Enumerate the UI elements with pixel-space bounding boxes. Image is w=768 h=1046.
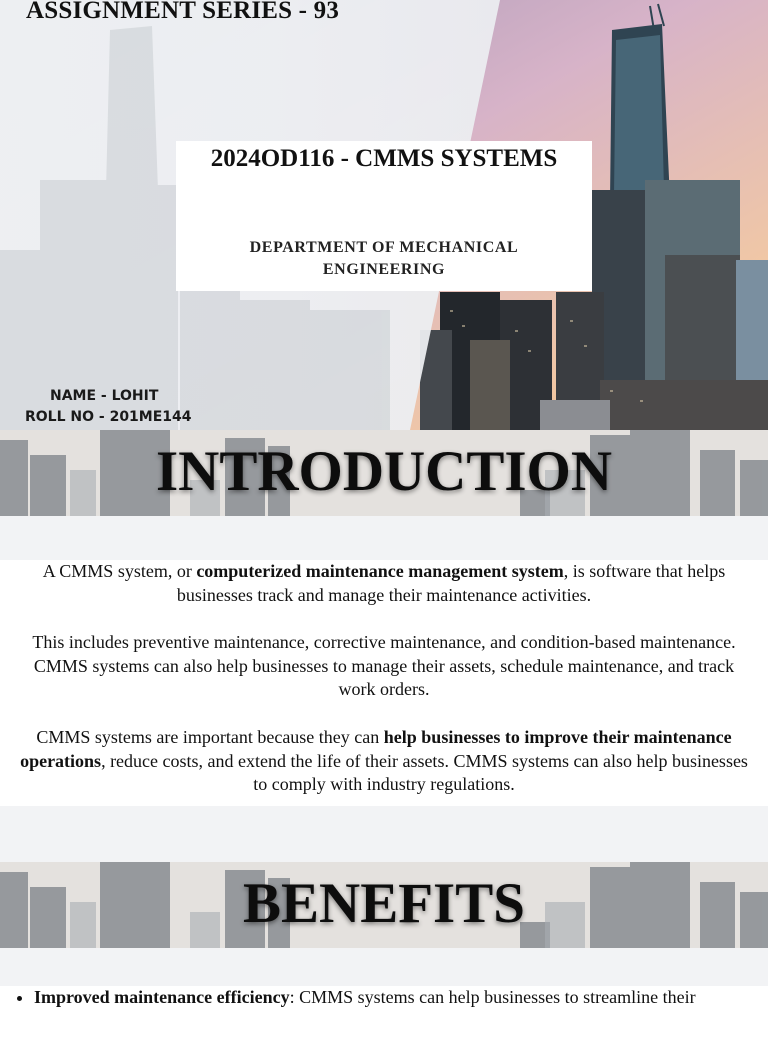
benefits-banner bbox=[0, 862, 768, 948]
intro-p1-text-a: A CMMS system, or bbox=[42, 561, 197, 581]
student-name: NAME - LOHIT bbox=[50, 388, 159, 404]
title-card bbox=[176, 141, 592, 291]
course-title: 2024OD116 - CMMS SYSTEMS bbox=[210, 145, 558, 172]
cover-slide bbox=[0, 0, 768, 430]
intro-p3-text-a: CMMS systems are important because they can bbox=[36, 726, 384, 747]
introduction-paragraph-1 bbox=[0, 560, 768, 607]
introduction-banner bbox=[0, 430, 768, 516]
intro-p3-bold: help businesses to improve their maintenance operations bbox=[20, 726, 732, 771]
introduction-paragraph-2: This includes preventive maintenance, corrective maintenance, and condition-based maintenance. CMMS systems can also help businesses to manage their assets, schedule maintenance, and track work orders. bbox=[32, 632, 736, 700]
roll-number: ROLL NO - 201ME144 bbox=[25, 409, 192, 425]
benefit-text: : CMMS systems can help businesses to streamline their bbox=[289, 987, 696, 1007]
introduction-paragraph-3 bbox=[0, 726, 768, 797]
intro-p1-text-b: , is software that helps businesses track and manage their maintenance activities. bbox=[176, 561, 726, 605]
benefits-heading: BENEFITS bbox=[243, 872, 525, 935]
assignment-series-title: ASSIGNMENT SERIES - 93 bbox=[26, 0, 340, 24]
benefits-list bbox=[0, 986, 768, 1010]
intro-p1-bold: computerized maintenance management system bbox=[196, 561, 564, 581]
benefits-card bbox=[0, 986, 768, 1046]
benefit-title: Improved maintenance efficiency bbox=[34, 987, 290, 1007]
introduction-card bbox=[0, 560, 768, 806]
department-name: DEPARTMENT OF MECHANICAL ENGINEERING bbox=[249, 239, 519, 278]
introduction-heading: INTRODUCTION bbox=[155, 440, 613, 503]
intro-p3-text-b: , reduce costs, and extend the life of their assets. CMMS systems can also help businesses to comply with industry regulations. bbox=[101, 750, 748, 795]
list-item bbox=[34, 986, 768, 1010]
